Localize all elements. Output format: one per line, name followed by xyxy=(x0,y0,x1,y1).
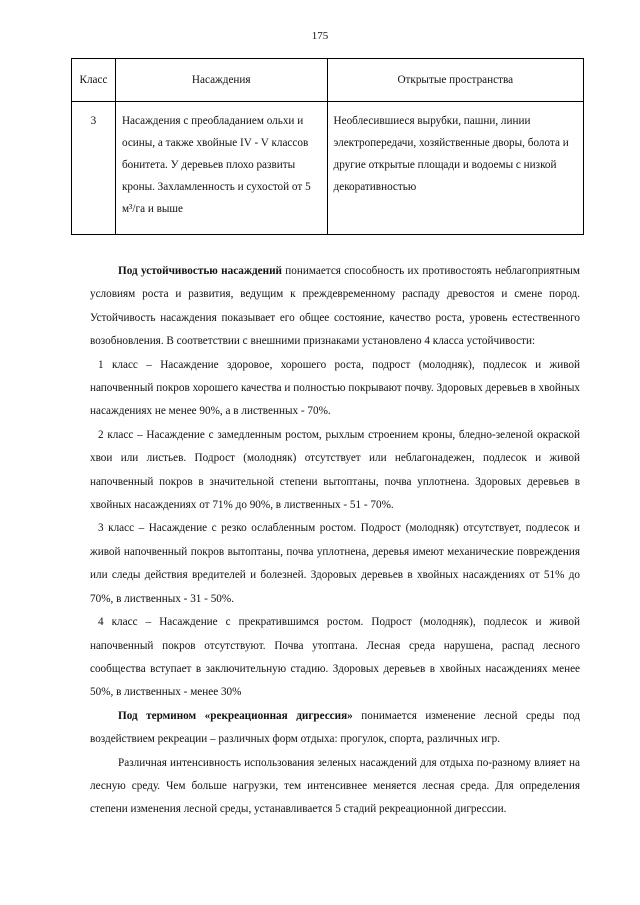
paragraph-class-2: 2 класс – Насаждение с замедленным ростом, рыхлым строением кроны, бледно-зеленой окраской хвои или листьев. Подрост (молодняк) отсутствует или неблагонадежен, подлесок и живой напочвенный покров в значительной степени вытоптаны, почва уплотнена. Здоровых деревьев в хвойных насаждениях от 71% до 90%, в лиственных - 51 - 70%. xyxy=(90,428,580,512)
cell-open-spaces: Необлесившиеся вырубки, пашни, линии электропередачи, хозяйственные дворы, болота и другие открытые площади и водоемы с низкой декоративностью xyxy=(327,102,583,235)
paragraph-text: понимается способность их противостоять неблагоприятным условиям роста и развития, ведущим к преждевременному распаду древостоя и смене пород. Устойчивость насаждения показывает его общее состояние, качество роста, уровень естественного возобновления. В соответствии с внешними признаками установлено 4 класса устойчивости: xyxy=(90,265,580,348)
stability-class-table xyxy=(71,58,584,235)
term-recreational-digression: Под термином «рекреационная дигрессия» xyxy=(118,709,353,722)
page-number: 175 xyxy=(311,30,329,42)
header-open-spaces: Открытые пространства xyxy=(327,59,583,102)
paragraph-text: понимается изменение лесной среды под воздействием рекреации – различных форм отдыха: прогулок, спорта, различных игр. xyxy=(90,709,580,746)
paragraph-class-3: 3 класс – Насаждение с резко ослабленным ростом. Подрост (молодняк) отсутствует, подлесок и живой напочвенный покров вытоптаны, почва уплотнена, деревья имеют механические повреждения или следы действия вредителей и болезней. Здоровых деревьев в хвойных насаждениях от 51% до 70%, в лиственных - 31 - 50%. xyxy=(90,522,580,605)
cell-plantings: Насаждения с преобладанием ольхи и осины, а также хвойные IV - V классов бонитета. У деревьев плохо развиты кроны. Захламленность и сухостой от 5 м³/га и выше xyxy=(115,102,327,235)
header-plantings: Насаждения xyxy=(115,59,327,102)
paragraph-stability-definition xyxy=(90,260,580,354)
cell-class: 3 xyxy=(72,102,116,235)
table-row xyxy=(72,102,584,235)
header-class: Класс xyxy=(72,59,116,102)
term-stability: Под устойчивостью насаждений xyxy=(118,265,282,277)
paragraph-class-1: 1 класс – Насаждение здоровое, хорошего роста, подрост (молодняк), подлесок и живой напочвенный покров хорошего качества и полностью покрывают почву. Здоровых деревьев в хвойных насаждениях не менее 90%, а в лиственных - 70%. xyxy=(90,358,580,418)
paragraph-recreational-digression xyxy=(90,705,580,752)
paragraph-class-4: 4 класс – Насаждение с прекратившимся ростом. Подрост (молодняк), подлесок и живой напочвенный покров отсутствуют. Почва утоптана. Лесная среда нарушена, распад лесного сообщества вступает в заключительную стадию. Здоровых деревьев в хвойных насаждениях менее 50%, в лиственных - менее 30% xyxy=(90,616,580,699)
table-header-row xyxy=(72,59,584,102)
paragraph-intensity: Различная интенсивность использования зеленых насаждений для отдыха по-разному влияет на лесную среду. Чем больше нагрузки, тем интенсивнее меняется лесная среда. Для определения степени изменения лесной среды, устанавливается 5 стадий рекреационной дигрессии. xyxy=(90,756,580,816)
body-text xyxy=(90,260,580,822)
